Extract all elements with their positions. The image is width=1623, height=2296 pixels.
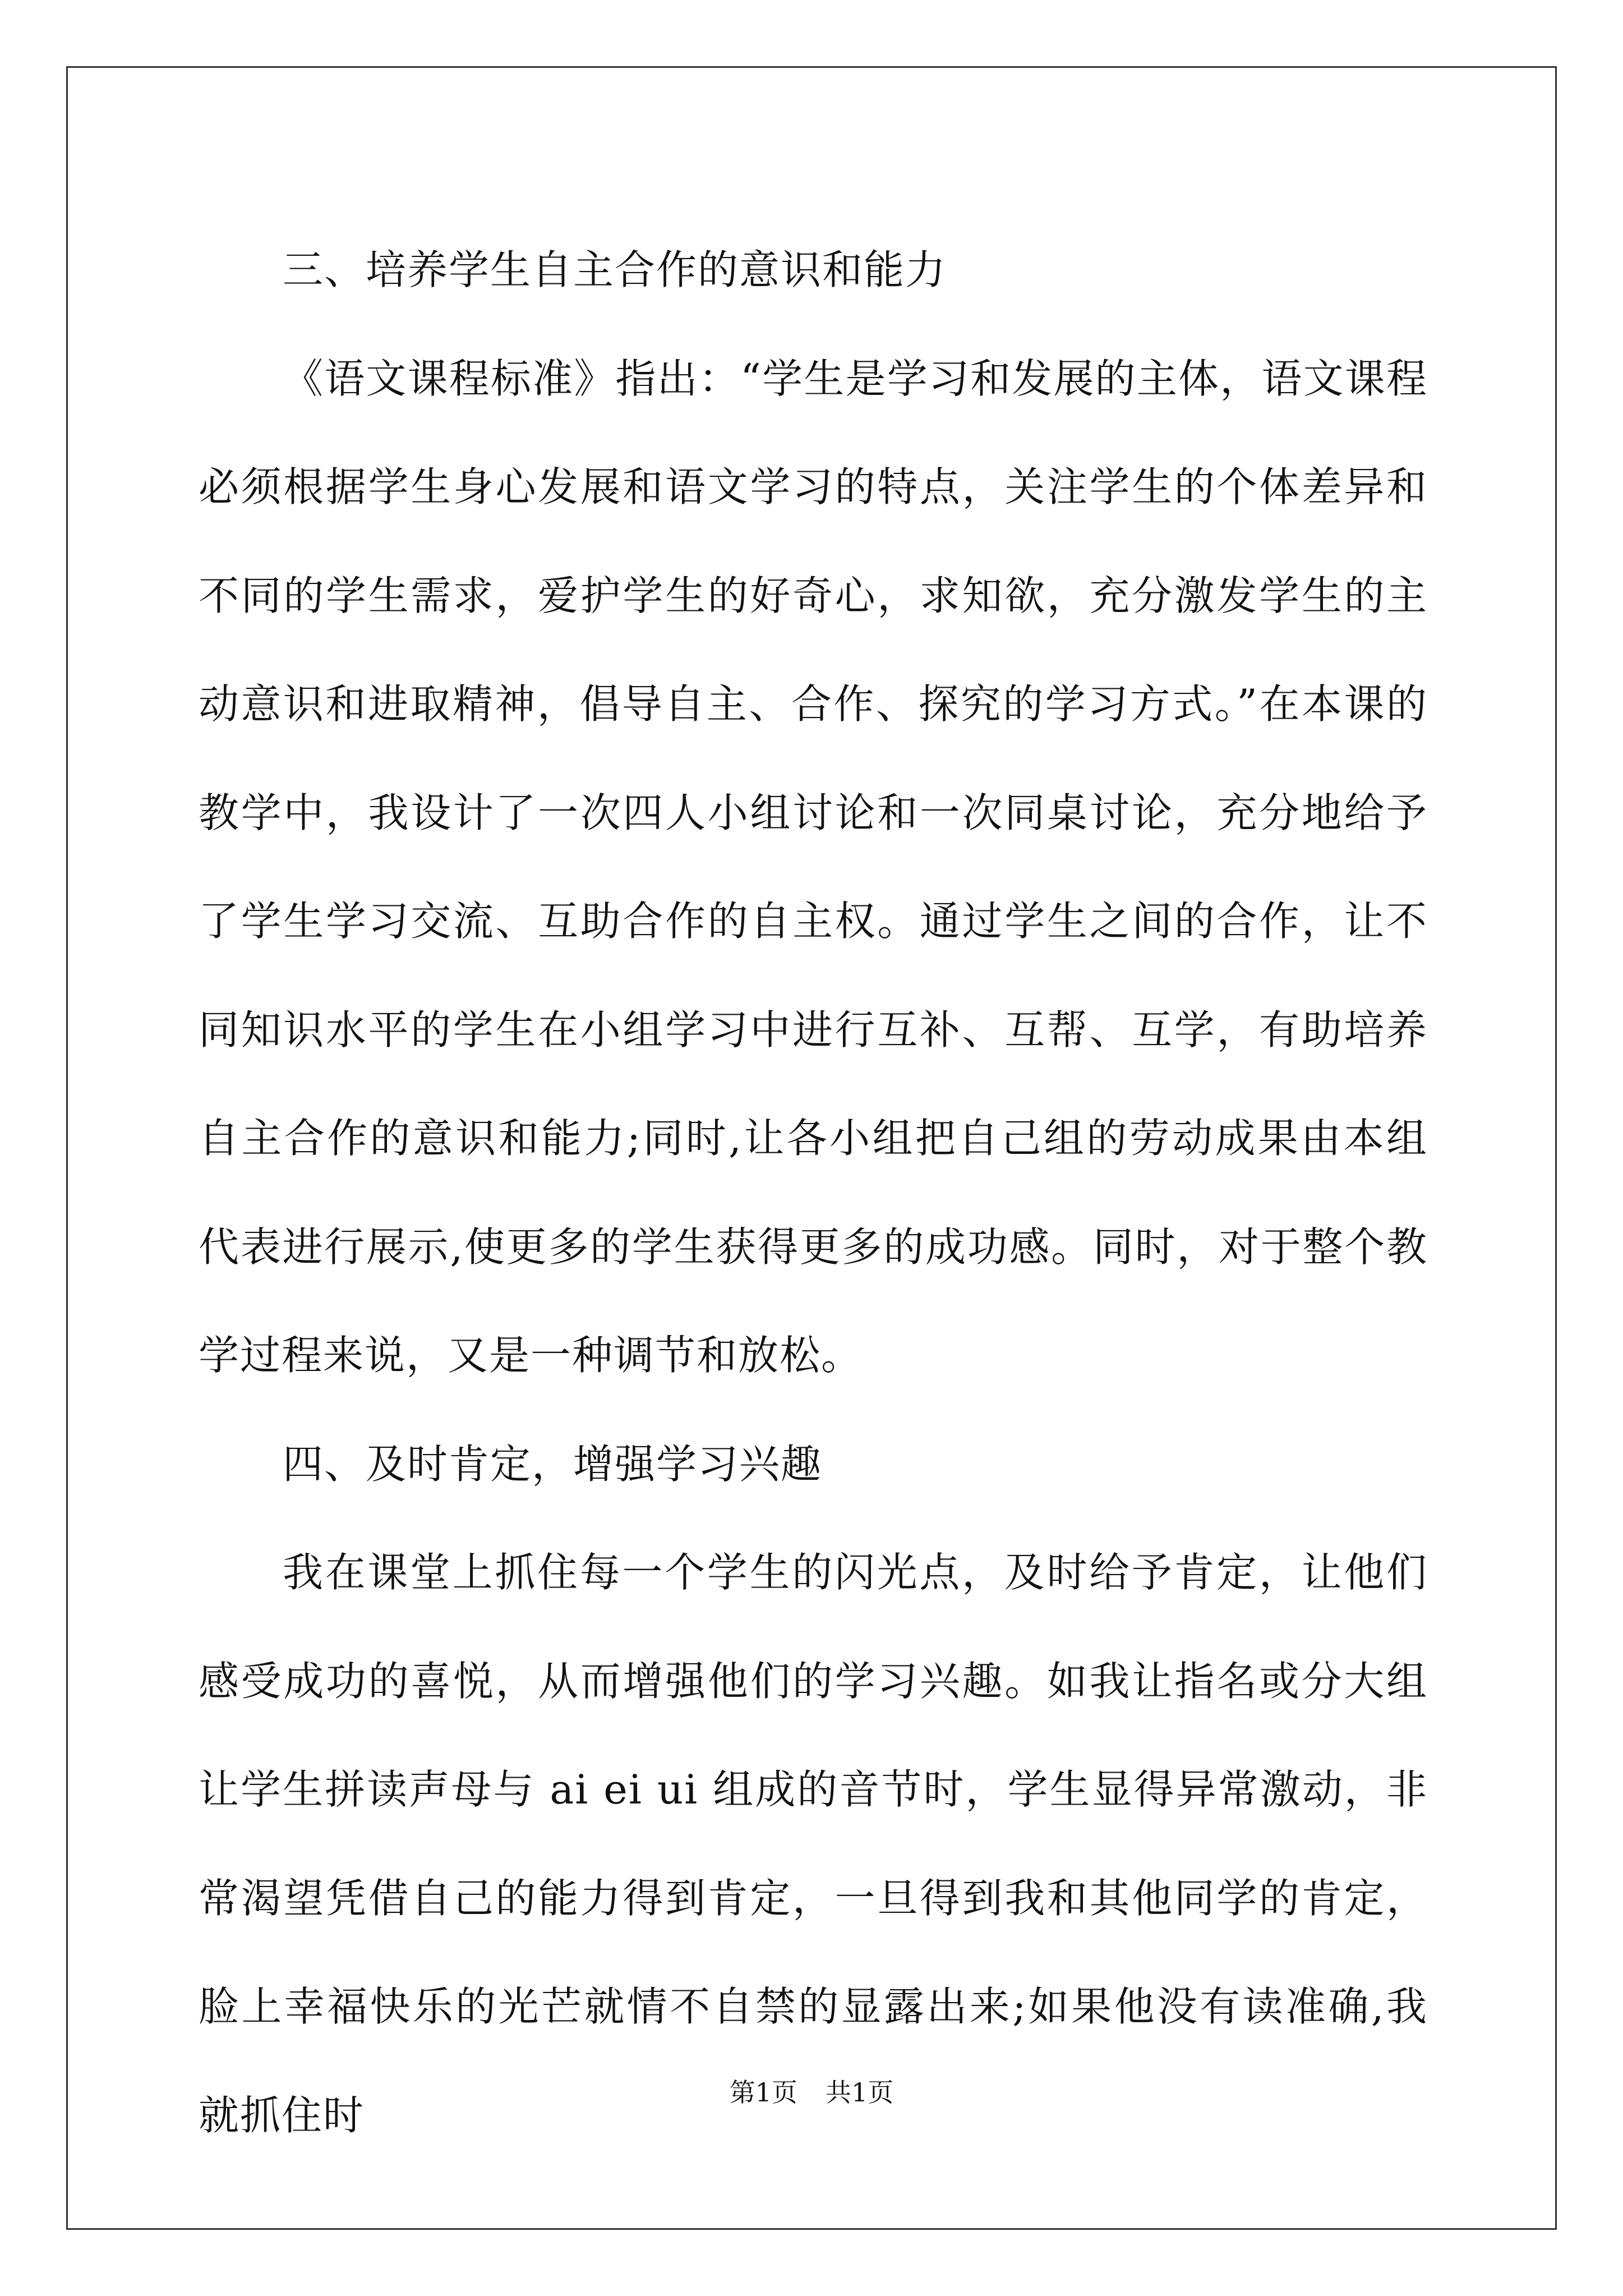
page-total: 共1页: [826, 2077, 894, 2108]
body-paragraph: 我在课堂上抓住每一个学生的闪光点，及时给予肯定，让他们感受成功的喜悦，从而增强他们的学习兴趣。如我让指名或分大组让学生拼读声母与 ai ei ui 组成的音节时，学生显得异常激动，非常渴望凭借自己的能力得到肯定，一旦得到我和其他同学的肯定，脸上幸福快乐的光芒就情不自禁的显露出来;如果他没有读准确,我就抓住时: [199, 1549, 1428, 2139]
section-heading-3: 三、培养学生自主合作的意识和能力: [283, 246, 947, 293]
section-heading-4: 四、及时肯定，增强学习兴趣: [283, 1440, 823, 1488]
page-footer: [0, 2076, 1623, 2109]
document-body: [199, 216, 1428, 2170]
page-number: 第1页: [729, 2077, 797, 2108]
body-paragraph: 《语文课程标准》指出：“学生是学习和发展的主体，语文课程必须根据学生身心发展和语文学习的特点，关注学生的个体差异和不同的学生需求，爱护学生的好奇心，求知欲，充分激发学生的主动意识和进取精神，倡导自主、合作、探究的学习方式。”在本课的教学中，我设计了一次四人小组讨论和一次同桌讨论，充分地给予了学生学习交流、互助合作的自主权。通过学生之间的合作，让不同知识水平的学生在小组学习中进行互补、互帮、互学，有助培养自主合作的意识和能力;同时,让各小组把自己组的劳动成果由本组代表进行展示,使更多的学生获得更多的成功感。同时，对于整个教学过程来说，又是一种调节和放松。: [199, 355, 1428, 1379]
